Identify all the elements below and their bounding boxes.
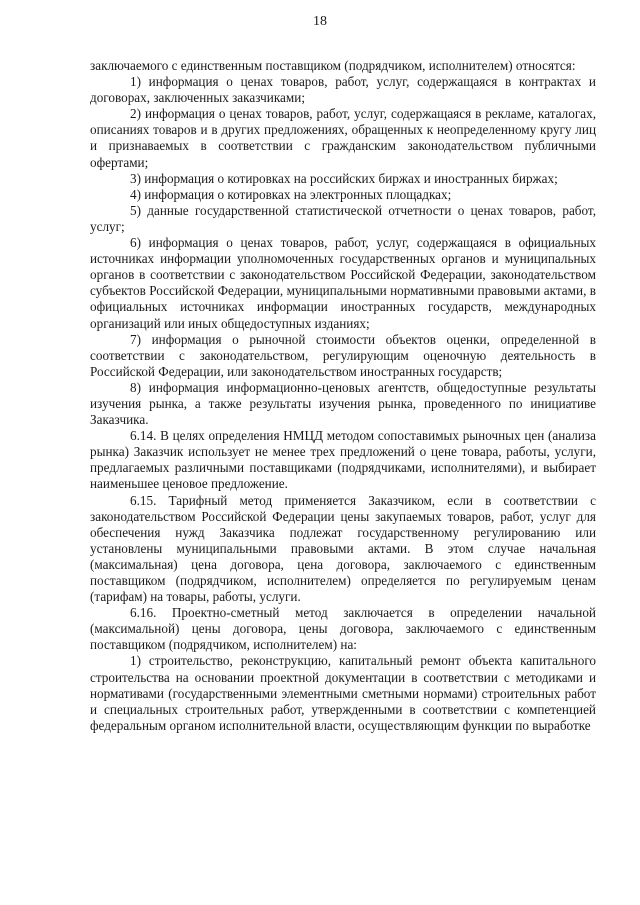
page-number: 18 <box>313 14 327 29</box>
paragraph-item-6: 6) информация о ценах товаров, работ, услуг, содержащаяся в официальных источниках информации уполномоченных государственных органов и муниципальных органов в соответствии с законодательством Российской Федерации, законодательством субъектов Российской Федерации, муниципальными нормативными правовыми актами, в официальных источниках информации иностранных государств, международных организаций или иных общедоступных изданиях; <box>90 235 596 331</box>
paragraph-item-1: 1) информация о ценах товаров, работ, услуг, содержащаяся в контрактах и договорах, заключенных заказчиками; <box>90 74 596 106</box>
paragraph-intro-continuation: заключаемого с единственным поставщиком (подрядчиком, исполнителем) относятся: <box>90 58 576 73</box>
paragraph-item-2: 2) информация о ценах товаров, работ, услуг, содержащаяся в рекламе, каталогах, описаниях товаров и в других предложениях, обращенных к неопределенному кругу лиц и признаваемых в соответствии с гражданским законодательством публичными офертами; <box>90 106 596 170</box>
paragraph-item-4: 4) информация о котировках на электронных площадках; <box>130 186 452 202</box>
document-body <box>90 58 596 734</box>
paragraph-item-3: 3) информация о котировках на российских биржах и иностранных биржах; <box>130 170 558 186</box>
paragraph-item-5: 5) данные государственной статистической отчетности о ценах товаров, работ, услуг; <box>90 202 596 234</box>
paragraph-6-15: 6.15. Тарифный метод применяется Заказчиком, если в соответствии с законодательством Российской Федерации цены закупаемых товаров, работ, услуг для обеспечения нужд Заказчика подлежат государственному регулированию или установлены муниципальными правовыми актами. В этом случае начальная (максимальная) цена договора, цена договора, заключаемого с единственным поставщиком (подрядчиком, исполнителем) определяется по регулируемым ценам (тарифам) на товары, работы, услуги. <box>90 492 596 605</box>
paragraph-6-16-item-1: 1) строительство, реконструкцию, капитальный ремонт объекта капитального строительства на основании проектной документации в соответствии с методиками и нормативами (государственными элементными сметными нормами) строительных работ и специальных строительных работ, утвержденными в соответствии с компетенцией федеральным органом исполнительной власти, осуществляющим функции по выработке <box>90 653 596 733</box>
paragraph-item-8: 8) информация информационно-ценовых агентств, общедоступные результаты изучения рынка, а также результаты изучения рынка, проведенного по инициативе Заказчика. <box>90 379 596 428</box>
paragraph-6-14: 6.14. В целях определения НМЦД методом сопоставимых рыночных цен (анализа рынка) Заказчик использует не менее трех предложений о цене товара, работы, услуги, предлагаемых различными поставщиками (подрядчиками, исполнителями), и выбирает наименьшее ценовое предложение. <box>90 428 596 492</box>
paragraph-item-7: 7) информация о рыночной стоимости объектов оценки, определенной в соответствии с законодательством, регулирующим оценочную деятельность в Российской Федерации, или законодательством иностранных государств; <box>90 331 596 379</box>
paragraph-6-16: 6.16. Проектно-сметный метод заключается в определении начальной (максимальной) цены договора, цены договора, заключаемого с единственным поставщиком (подрядчиком, исполнителем) на: <box>90 605 596 653</box>
